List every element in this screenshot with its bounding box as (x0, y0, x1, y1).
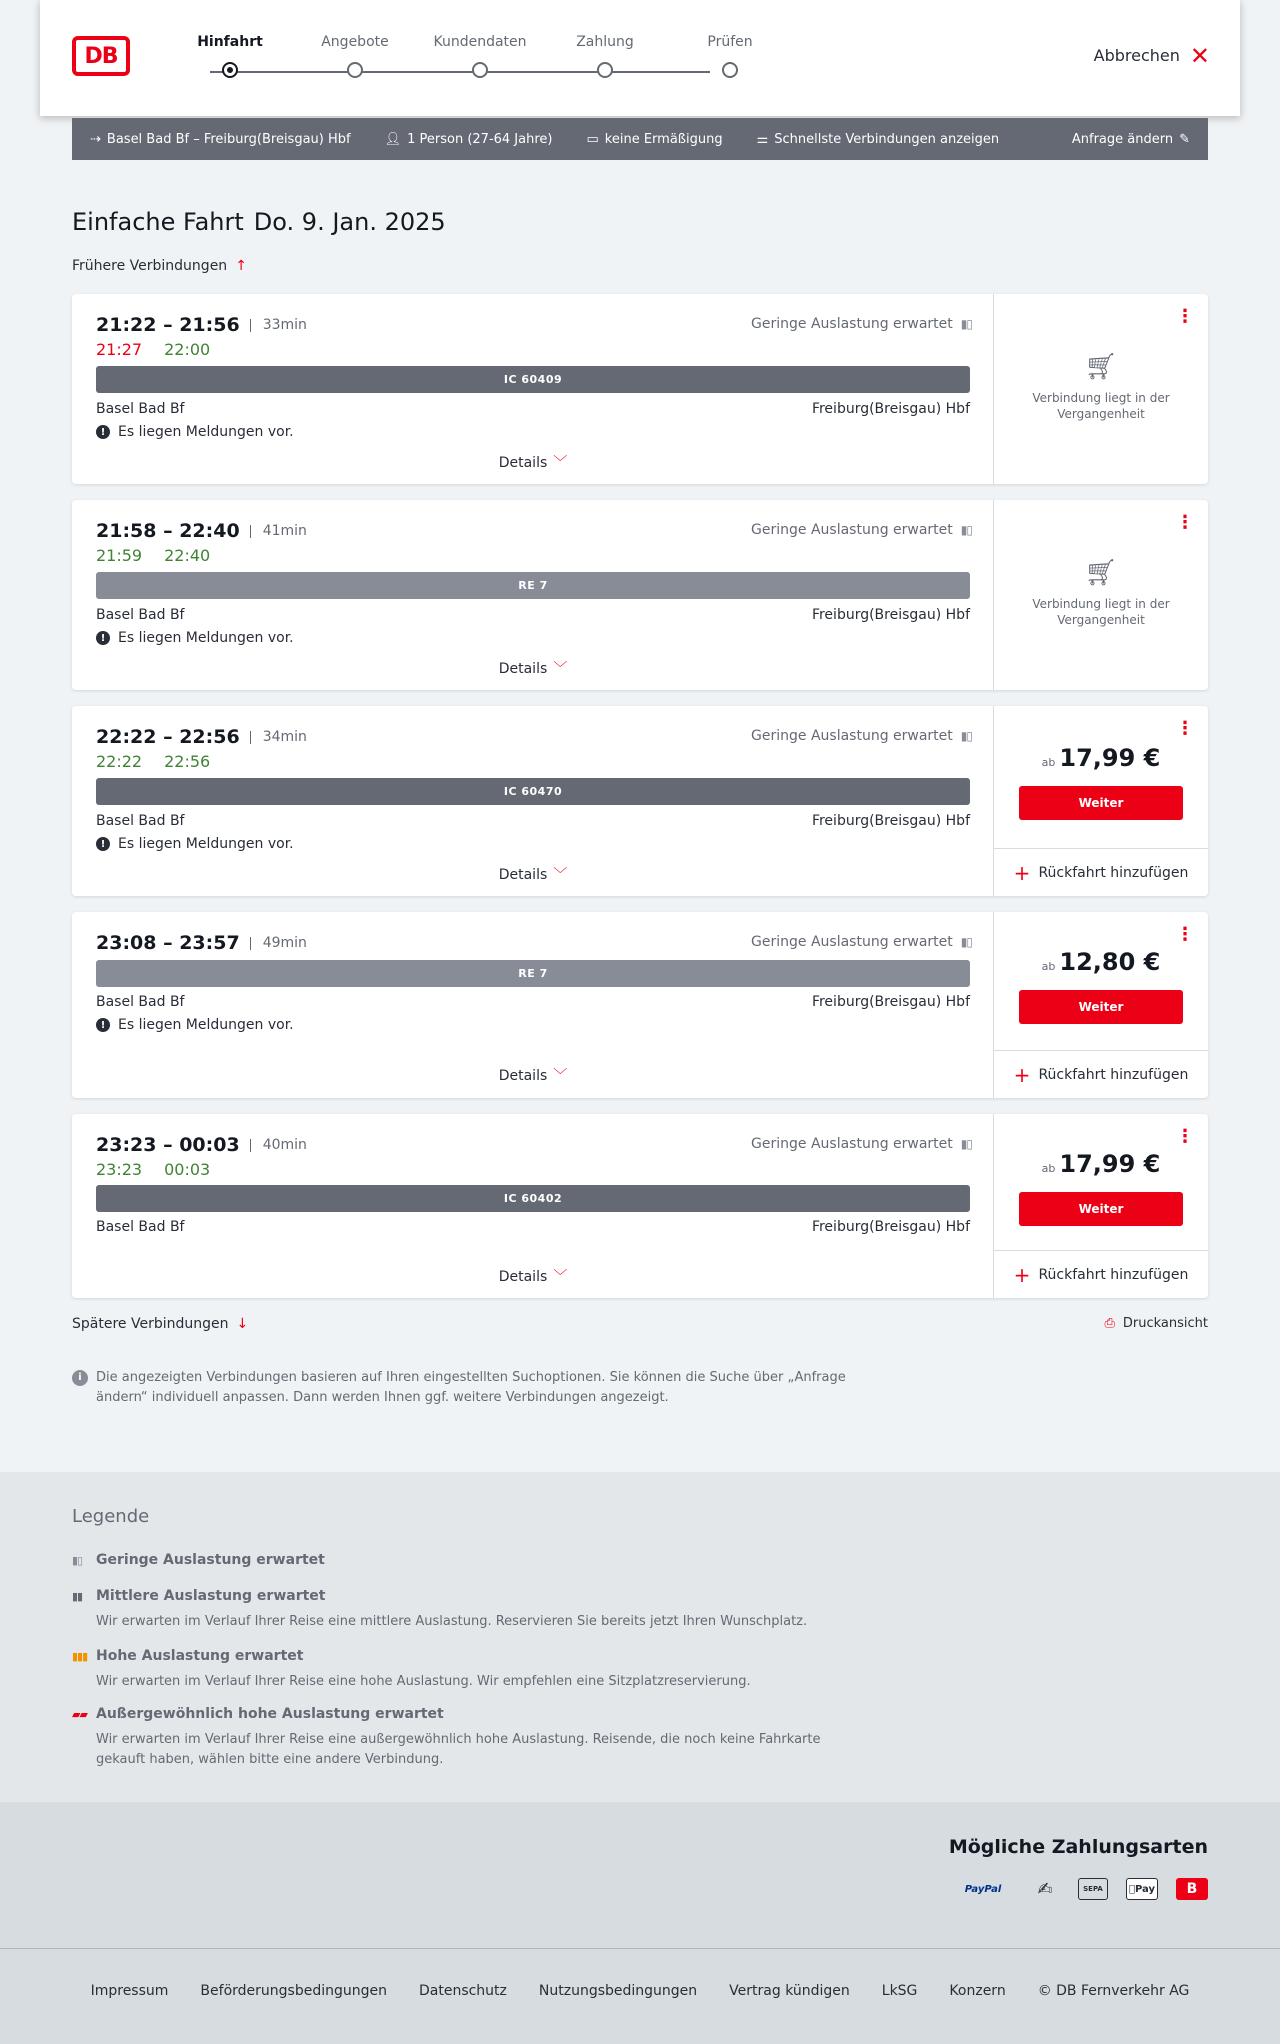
legend-section (0, 1472, 1280, 1802)
occupancy-very-high-icon: ▰▰ (72, 1707, 87, 1721)
footer-link-datenschutz[interactable]: Datenschutz (418, 1983, 507, 1999)
earlier-connections-link[interactable]: Frühere Verbindungen ↑ (72, 258, 247, 274)
footer-link-lksg[interactable]: LkSG (881, 1983, 918, 1999)
step-dot (722, 62, 738, 78)
occupancy-high-icon: ▮▮▮ (72, 1649, 88, 1663)
cart-disabled-icon: 🛒︎ (1084, 558, 1118, 588)
occupancy-indicator: Geringe Auslastung erwartet ▮▯ (751, 522, 972, 538)
info-notice: i Die angezeigten Verbindungen basieren auf Ihren eingestellten Suchoptionen. Sie können die Suche über „Anfrage ändern“ individuell anpassen. Dann werden Ihnen ggf. weitere Verbindungen angezeigt. (72, 1368, 852, 1408)
add-return-trip-button[interactable]: + Rückfahrt hinzufügen (994, 848, 1208, 896)
connection-times: 21:22 – 21:56 33min (96, 314, 307, 336)
legend-item-high: ▮▮▮ Hohe Auslastung erwartet Wir erwarten im Verlauf Ihrer Reise eine hohe Auslastung. Wir empfehlen eine Sitzplatzreservierung. (72, 1648, 751, 1689)
paypal-icon: PayPal (964, 1883, 1002, 1895)
footer-link-konzern[interactable]: Konzern (949, 1983, 1006, 1999)
legend-item-medium: ▮▮ Mittlere Auslastung erwartet Wir erwarten im Verlauf Ihrer Reise eine mittlere Auslastung. Reservieren Sie bereits jetzt Ihren Wunschplatz. (72, 1588, 808, 1629)
connection-times: 23:08 – 23:57 49min (96, 932, 307, 954)
db-logo[interactable]: DB (72, 36, 130, 76)
db-voucher-icon: B (1176, 1878, 1208, 1900)
query-route: ⇢ Basel Bad Bf – Freiburg(Breisgau) Hbf (90, 131, 351, 147)
realtime-times: 22:22 22:56 (96, 752, 211, 771)
step-dot (597, 62, 613, 78)
print-view-link[interactable]: ⎙ Druckansicht (1104, 1316, 1208, 1331)
occupancy-low-icon: ▮▯ (960, 935, 972, 949)
occupancy-low-icon: ▮▯ (960, 523, 972, 537)
person-icon: 👤︎ (384, 131, 402, 147)
realtime-times: 21:27 22:00 (96, 340, 211, 359)
details-toggle[interactable]: Details ﹀ (498, 455, 568, 471)
more-options-icon[interactable]: ⋮ (1176, 512, 1194, 533)
past-connection-panel: 🛒︎ Verbindung liegt in der Vergangenheit (994, 294, 1208, 422)
train-bar: RE 7 (96, 960, 970, 987)
train-bar: IC 60409 (96, 366, 970, 393)
realtime-times: 21:59 22:40 (96, 546, 211, 565)
train-bar: IC 60402 (96, 1185, 970, 1212)
connection-card[interactable] (72, 706, 1208, 896)
info-icon: i (72, 1370, 88, 1386)
cancel-button[interactable]: Abbrechen ✕ (1093, 41, 1210, 70)
details-toggle[interactable]: Details ﹀ (498, 1269, 568, 1285)
occupancy-low-icon: ▮▯ (72, 1553, 83, 1567)
messages-notice: ! Es liegen Meldungen vor. (96, 1017, 294, 1033)
occupancy-indicator: Geringe Auslastung erwartet ▮▯ (751, 316, 972, 332)
payment-icons (954, 1878, 1208, 1900)
step-kundendaten: Kundendaten (420, 34, 540, 50)
arrow-up-icon: ↑ (235, 258, 247, 274)
step-pruefen: Prüfen (670, 34, 790, 50)
add-return-trip-button[interactable]: + Rückfahrt hinzufügen (994, 1050, 1208, 1098)
legend-title: Legende (72, 1506, 150, 1527)
details-toggle[interactable]: Details ﹀ (498, 661, 568, 677)
step-dot (222, 62, 238, 78)
payment-title: Mögliche Zahlungsarten (948, 1836, 1208, 1858)
past-connection-panel: 🛒︎ Verbindung liegt in der Vergangenheit (994, 500, 1208, 628)
price: ab 12,80 € (1041, 948, 1161, 976)
pencil-icon: ✎ (1179, 131, 1190, 147)
occupancy-indicator: Geringe Auslastung erwartet ▮▯ (751, 728, 972, 744)
payment-methods (0, 1802, 1280, 1948)
connection-times: 21:58 – 22:40 41min (96, 520, 307, 542)
booking-steps (170, 34, 753, 84)
arrival-station: Freiburg(Breisgau) Hbf (811, 813, 970, 829)
chevron-down-icon: ﹀ (553, 1269, 568, 1285)
continue-button[interactable]: Weiter (1019, 786, 1183, 820)
departure-station: Basel Bad Bf (96, 994, 185, 1010)
card-icon: ▭ (586, 131, 599, 147)
more-options-icon[interactable]: ⋮ (1176, 306, 1194, 327)
price: ab 17,99 € (1041, 1150, 1161, 1178)
alert-icon: ! (96, 837, 110, 851)
messages-notice: ! Es liegen Meldungen vor. (96, 630, 294, 646)
query-discount: ▭ keine Ermäßigung (586, 131, 723, 147)
footer-link-nutzungsbedingungen[interactable]: Nutzungsbedingungen (538, 1983, 698, 1999)
chevron-down-icon: ﹀ (553, 455, 568, 471)
legend-item-very-high: ▰▰ Außergewöhnlich hohe Auslastung erwartet Wir erwarten im Verlauf Ihrer Reise eine außergewöhnlich hohe Auslastung. Reisende, die noch keine Fahrkarte gekauft haben, wählen bitte eine andere Verbindung. (72, 1706, 821, 1767)
arrival-station: Freiburg(Breisgau) Hbf (811, 994, 970, 1010)
occupancy-low-icon: ▮▯ (960, 317, 972, 331)
connection-card[interactable] (72, 500, 1208, 690)
messages-notice: ! Es liegen Meldungen vor. (96, 836, 294, 852)
step-dot (472, 62, 488, 78)
chevron-down-icon: ﹀ (553, 661, 568, 677)
query-passengers: 👤︎ 1 Person (27-64 Jahre) (384, 131, 553, 147)
connection-times: 22:22 – 22:56 34min (96, 726, 307, 748)
sliders-icon: ⚌ (756, 131, 769, 147)
details-toggle[interactable]: Details ﹀ (498, 867, 568, 883)
close-icon: ✕ (1189, 41, 1210, 70)
plus-icon: + (1013, 1262, 1031, 1287)
realtime-times: 23:23 00:03 (96, 1160, 211, 1179)
printer-icon: ⎙ (1104, 1316, 1115, 1331)
more-options-icon[interactable]: ⋮ (1176, 924, 1194, 945)
credit-card-icon: ✍ (1037, 1878, 1053, 1900)
connection-times: 23:23 – 00:03 40min (96, 1134, 307, 1156)
departure-station: Basel Bad Bf (96, 401, 185, 417)
connection-card[interactable] (72, 1114, 1208, 1298)
footer-link-vertrag-kuendigen[interactable]: Vertrag kündigen (729, 1983, 850, 1999)
arrival-station: Freiburg(Breisgau) Hbf (811, 401, 970, 417)
alert-icon: ! (96, 1018, 110, 1032)
more-options-icon[interactable]: ⋮ (1176, 718, 1194, 739)
train-bar: RE 7 (96, 572, 970, 599)
connection-card[interactable] (72, 912, 1208, 1098)
step-dot (347, 62, 363, 78)
chevron-down-icon: ﹀ (553, 1068, 568, 1084)
departure-station: Basel Bad Bf (96, 1219, 185, 1235)
apple-pay-icon: Pay (1126, 1878, 1158, 1900)
plus-icon: + (1013, 1062, 1031, 1087)
page-title: Einfache Fahrt Do. 9. Jan. 2025 (72, 208, 446, 236)
occupancy-low-icon: ▮▯ (960, 729, 972, 743)
legend-item-low: ▮▯ Geringe Auslastung erwartet (72, 1552, 325, 1568)
arrow-route-icon: ⇢ (90, 131, 101, 147)
chevron-down-icon: ﹀ (553, 867, 568, 883)
footer-links (0, 1983, 1280, 1999)
step-angebote: Angebote (295, 34, 415, 50)
step-zahlung: Zahlung (545, 34, 665, 50)
departure-station: Basel Bad Bf (96, 813, 185, 829)
footer-link-impressum[interactable]: Impressum (90, 1983, 169, 1999)
arrival-station: Freiburg(Breisgau) Hbf (811, 607, 970, 623)
occupancy-medium-icon: ▮▮ (72, 1589, 83, 1603)
steps-line (210, 71, 710, 73)
cart-disabled-icon: 🛒︎ (1084, 352, 1118, 382)
step-hinfahrt: Hinfahrt (170, 34, 290, 50)
query-filter: ⚌ Schnellste Verbindungen anzeigen (756, 131, 1000, 147)
details-toggle[interactable]: Details ﹀ (498, 1068, 568, 1084)
occupancy-low-icon: ▮▯ (960, 1137, 972, 1151)
connection-card[interactable] (72, 294, 1208, 484)
query-bar (72, 118, 1208, 160)
more-options-icon[interactable]: ⋮ (1176, 1126, 1194, 1147)
plus-icon: + (1013, 860, 1031, 885)
alert-icon: ! (96, 425, 110, 439)
train-bar: IC 60470 (96, 778, 970, 805)
occupancy-indicator: Geringe Auslastung erwartet ▮▯ (751, 934, 972, 950)
add-return-trip-button[interactable]: + Rückfahrt hinzufügen (994, 1250, 1208, 1298)
change-query-button[interactable]: Anfrage ändern ✎ (1071, 131, 1190, 147)
footer-copyright: © DB Fernverkehr AG (1037, 1983, 1190, 1999)
later-connections-link[interactable]: Spätere Verbindungen ↓ (72, 1316, 249, 1332)
continue-button[interactable]: Weiter (1019, 1192, 1183, 1226)
arrow-down-icon: ↓ (236, 1316, 249, 1332)
occupancy-indicator: Geringe Auslastung erwartet ▮▯ (751, 1136, 972, 1152)
sepa-icon: SEPA (1078, 1878, 1108, 1900)
messages-notice: ! Es liegen Meldungen vor. (96, 424, 294, 440)
arrival-station: Freiburg(Breisgau) Hbf (811, 1219, 970, 1235)
footer (0, 1948, 1280, 2044)
footer-link-befoerderungsbedingungen[interactable]: Beförderungsbedingungen (200, 1983, 387, 1999)
alert-icon: ! (96, 631, 110, 645)
progress-header (40, 0, 1240, 116)
departure-station: Basel Bad Bf (96, 607, 185, 623)
price: ab 17,99 € (1041, 744, 1161, 772)
continue-button[interactable]: Weiter (1019, 990, 1183, 1024)
